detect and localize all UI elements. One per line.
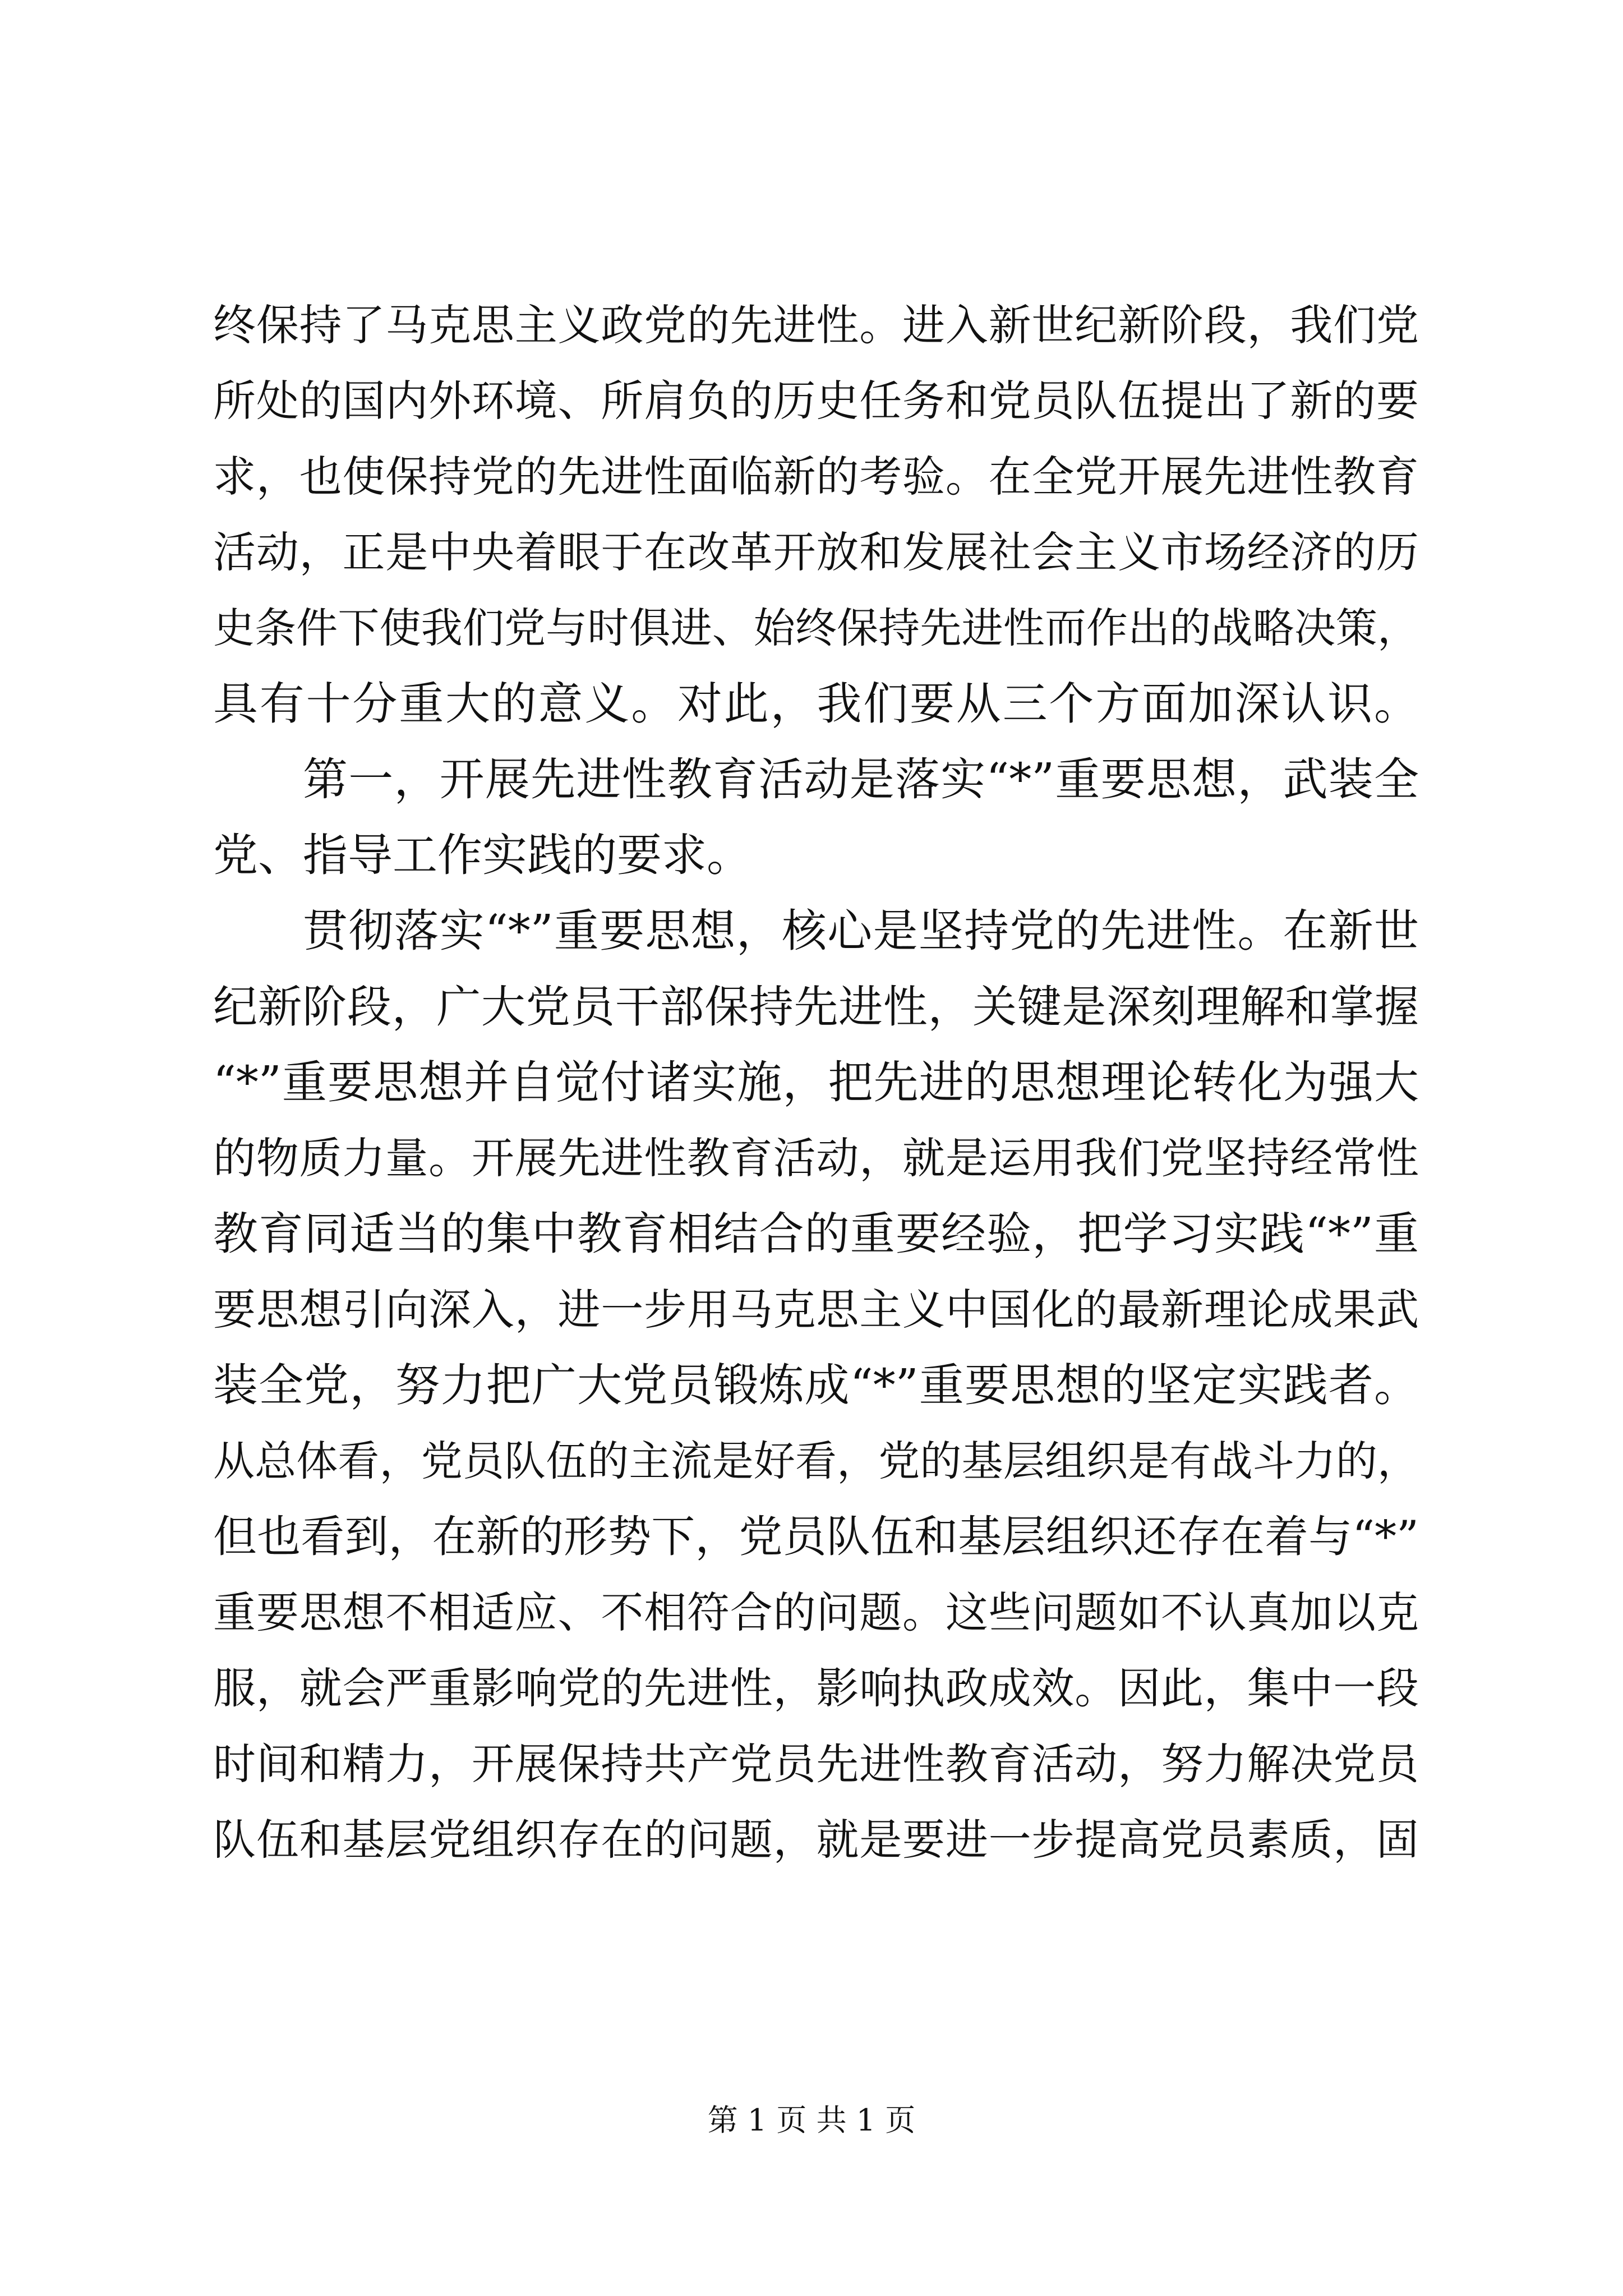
body-text-line: 求，也使保持党的先进性面临新的考验。在全党开展先进性教育 [213,452,1419,501]
body-text-line: “*”重要思想并自觉付诸实施，把先进的思想理论转化为强大 [213,1056,1419,1108]
body-text-line: 第一，开展先进性教育活动是落实“*”重要思想，武装全 [303,753,1419,806]
paragraph-end-line: 党、指导工作实践的要求。 [213,829,751,881]
body-text-line: 具有十分重大的意义。对此，我们要从三个方面加深认识。 [213,678,1419,730]
body-text-line: 从总体看，党员队伍的主流是好看，党的基层组织是有战斗力的， [213,1437,1419,1485]
body-text-line: 所处的国内外环境、所肩负的历史任务和党员队伍提出了新的要 [213,376,1419,426]
body-text-line: 装全党，努力把广大党员锻炼成“*”重要思想的坚定实践者。 [213,1359,1419,1411]
body-text-line: 活动，正是中央着眼于在改革开放和发展社会主义市场经济的历 [213,527,1419,577]
body-text-line: 重要思想不相适应、不相符合的问题。这些问题如不认真加以克 [213,1588,1419,1637]
body-text-line: 纪新阶段，广大党员干部保持先进性，关键是深刻理解和掌握 [213,981,1419,1033]
body-text-line: 史条件下使我们党与时俱进、始终保持先进性而作出的战略决策， [213,604,1419,652]
body-text-line: 要思想引向深入，进一步用马克思主义中国化的最新理论成果武 [213,1285,1419,1335]
body-text-line: 教育同适当的集中教育相结合的重要经验，把学习实践“*”重 [213,1208,1419,1260]
body-text-line: 时间和精力，开展保持共产党员先进性教育活动，努力解决党员 [213,1739,1419,1789]
body-text-line: 服，就会严重影响党的先进性，影响执政成效。因此，集中一段 [213,1663,1419,1713]
body-text-line: 队伍和基层党组织存在的问题，就是要进一步提高党员素质，固 [213,1815,1419,1865]
body-text-line: 终保持了马克思主义政党的先进性。进入新世纪新阶段，我们党 [213,300,1419,350]
body-text-line: 贯彻落实“*”重要思想，核心是坚持党的先进性。在新世 [303,905,1419,957]
body-text-line: 但也看到，在新的形势下，党员队伍和基层组织还存在着与“*” [213,1512,1419,1562]
body-text-line: 的物质力量。开展先进性教育活动，就是运用我们党坚持经常性 [213,1133,1419,1183]
page-footer: 第 1 页 共 1 页 [707,2102,916,2138]
